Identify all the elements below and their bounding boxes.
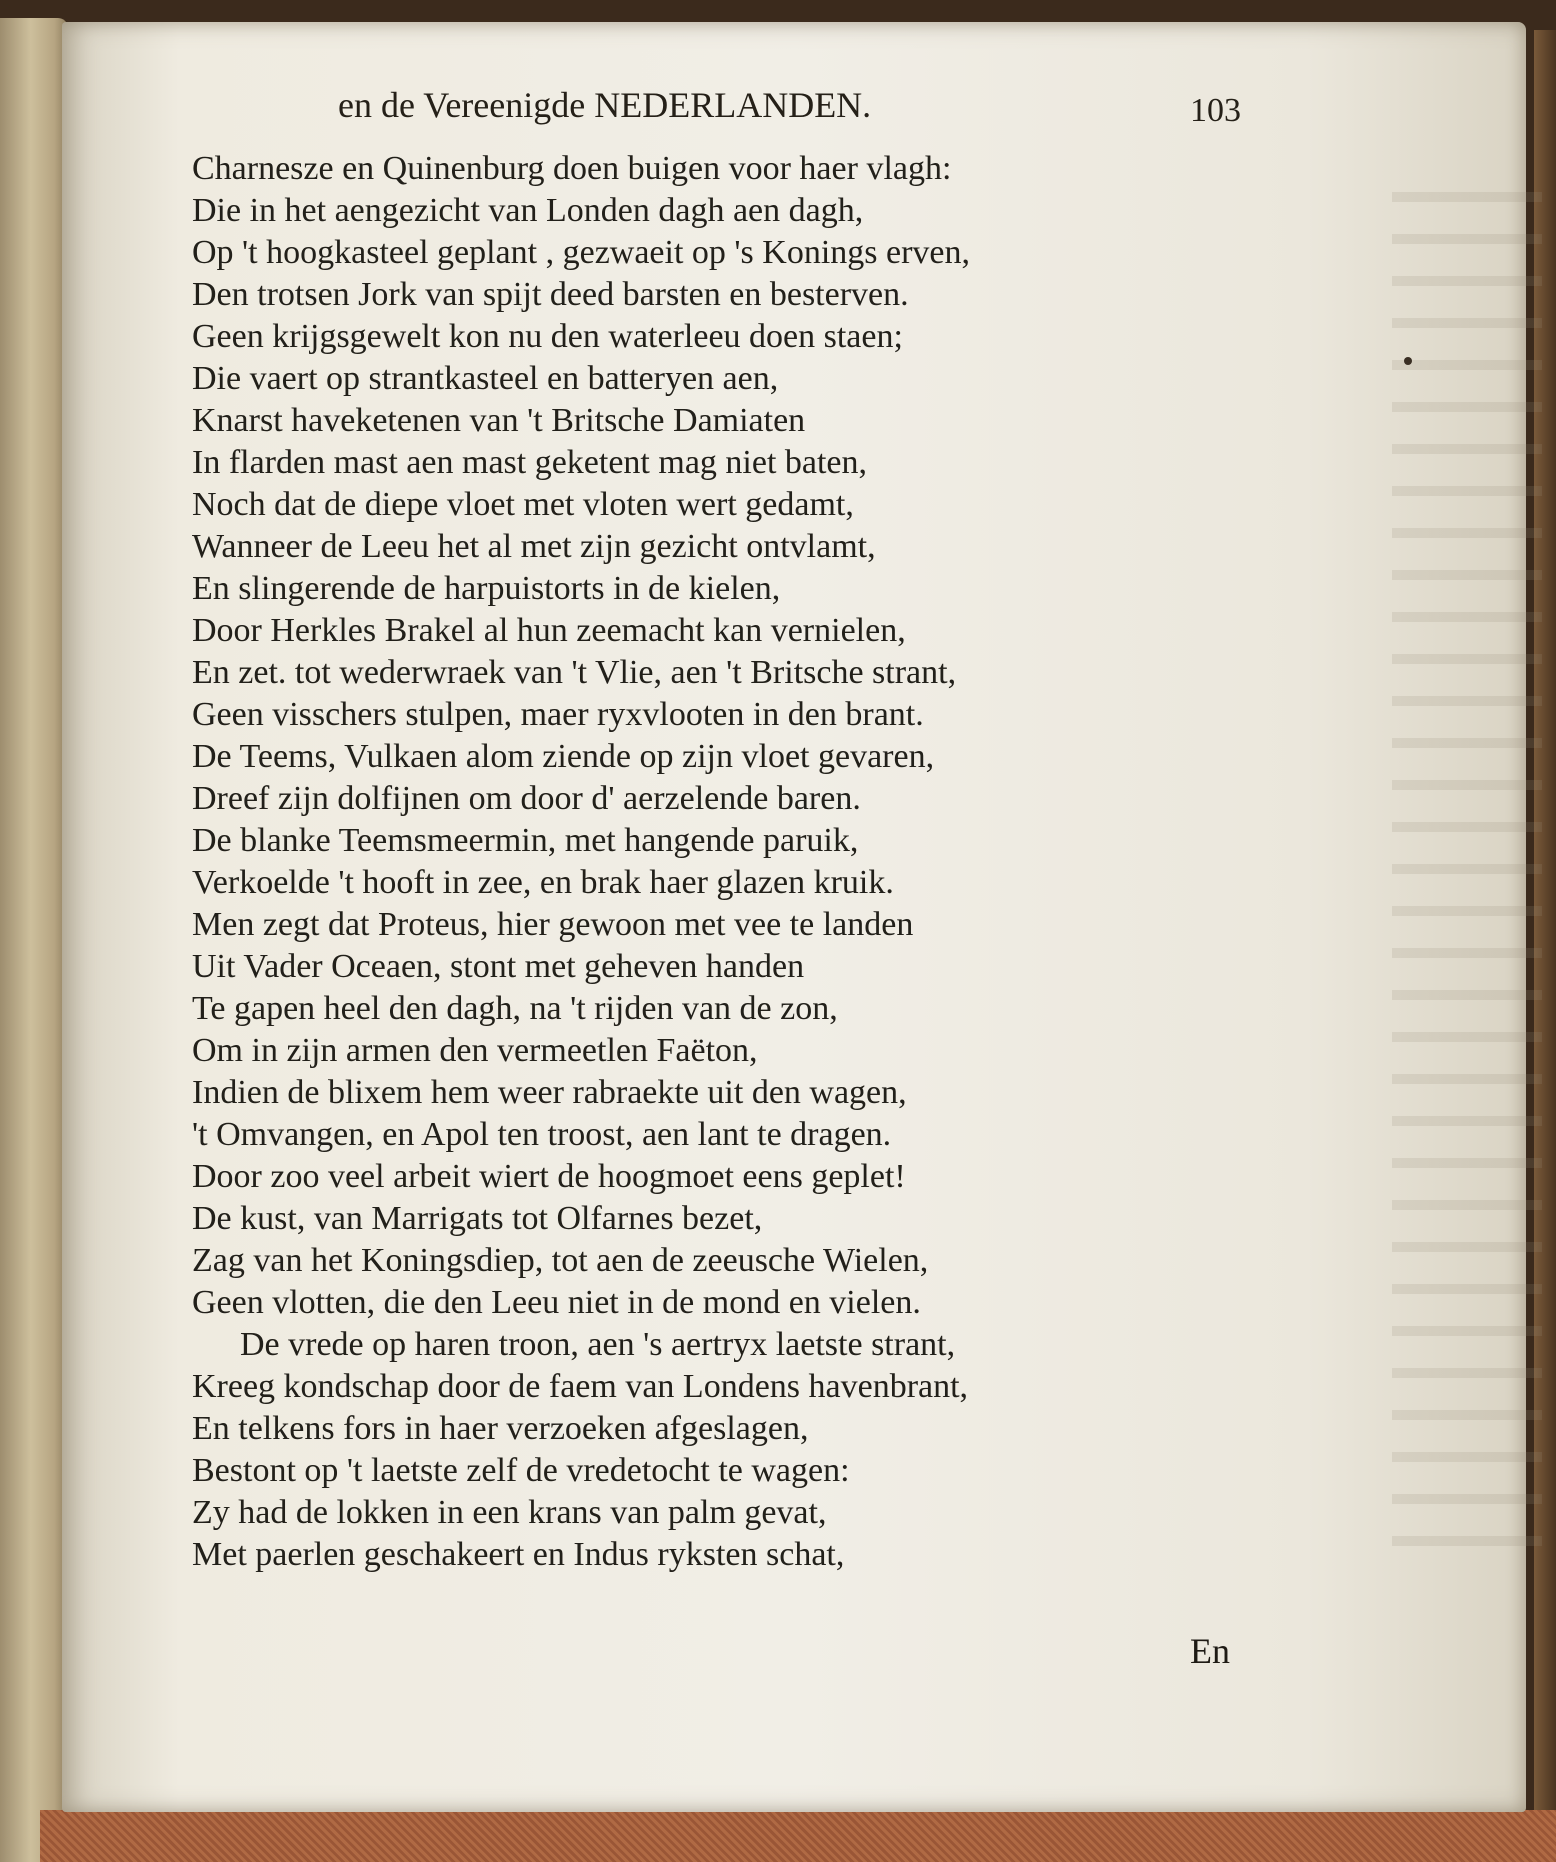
poem-text-block <box>192 148 1312 1576</box>
verse-line: De kust, van Marrigats tot Olfarnes bezet, <box>192 1200 763 1237</box>
verse-line: Zag van het Koningsdiep, tot aen de zeeusche Wielen, <box>192 1242 929 1279</box>
cloth-binding <box>40 1810 1556 1862</box>
verse-line: De Teems, Vulkaen alom ziende op zijn vloet gevaren, <box>192 738 935 775</box>
verse-line: Die in het aengezicht van Londen dagh aen dagh, <box>192 192 864 229</box>
verse-line: En telkens fors in haer verzoeken afgeslagen, <box>192 1410 809 1447</box>
verse-line: De vrede op haren troon, aen 's aertryx laetste strant, <box>240 1326 956 1363</box>
page-number: 103 <box>1190 92 1241 129</box>
verse-line: En slingerende de harpuistorts in de kielen, <box>192 570 781 607</box>
ink-speck <box>1404 357 1412 365</box>
verse-line: Geen vlotten, die den Leeu niet in de mond en vielen. <box>192 1284 921 1321</box>
verse-line: Op 't hoogkasteel geplant , gezwaeit op 's Konings erven, <box>192 234 970 271</box>
verse-line: Met paerlen geschakeert en Indus ryksten schat, <box>192 1536 845 1573</box>
verse-line: In flarden mast aen mast geketent mag niet baten, <box>192 444 868 481</box>
verse-line: Kreeg kondschap door de faem van Londens havenbrant, <box>192 1368 969 1405</box>
verse-line: Dreef zijn dolfijnen om door d' aerzelende baren. <box>192 780 861 817</box>
verse-line: Bestont op 't laetste zelf de vredetocht te wagen: <box>192 1452 850 1489</box>
catchword: En <box>1190 1631 1230 1671</box>
verse-line: Indien de blixem hem weer rabraekte uit den wagen, <box>192 1074 907 1111</box>
verse-line: Te gapen heel den dagh, na 't rijden van de zon, <box>192 990 838 1027</box>
verse-line: En zet. tot wederwraek van 't Vlie, aen 't Britsche strant, <box>192 654 957 691</box>
verse-line: Verkoelde 't hooft in zee, en brak haer glazen kruik. <box>192 864 894 901</box>
show-through-text <box>1392 172 1542 1572</box>
verse-line: Geen visschers stulpen, maer ryxvlooten in den brant. <box>192 696 924 733</box>
facing-page-edge <box>0 18 68 1862</box>
verse-line: Den trotsen Jork van spijt deed barsten en besterven. <box>192 276 909 313</box>
verse-line: Geen krijgsgewelt kon nu den waterleeu doen staen; <box>192 318 903 355</box>
running-head: en de Vereenigde NEDERLANDEN. <box>338 85 872 125</box>
verse-line: Wanneer de Leeu het al met zijn gezicht ontvlamt, <box>192 528 876 565</box>
verse-line: Noch dat de diepe vloet met vloten wert gedamt, <box>192 486 854 523</box>
verse-line: Door Herkles Brakel al hun zeemacht kan vernielen, <box>192 612 906 649</box>
verse-line: Door zoo veel arbeit wiert de hoogmoet eens geplet! <box>192 1158 906 1195</box>
verse-line: De blanke Teemsmeermin, met hangende paruik, <box>192 822 859 859</box>
verse-line: Die vaert op strantkasteel en batteryen aen, <box>192 360 779 397</box>
verse-line: Knarst haveketenen van 't Britsche Damiaten <box>192 402 806 439</box>
verse-line: Om in zijn armen den vermeetlen Faëton, <box>192 1032 758 1069</box>
verse-line: Men zegt dat Proteus, hier gewoon met vee te landen <box>192 906 914 943</box>
verse-line: Charnesze en Quinenburg doen buigen voor haer vlagh: <box>192 150 952 187</box>
verse-line: Zy had de lokken in een krans van palm gevat, <box>192 1494 827 1531</box>
verse-line: 't Omvangen, en Apol ten troost, aen lant te dragen. <box>192 1116 892 1153</box>
verse-line: Uit Vader Oceaen, stont met geheven handen <box>192 948 805 985</box>
